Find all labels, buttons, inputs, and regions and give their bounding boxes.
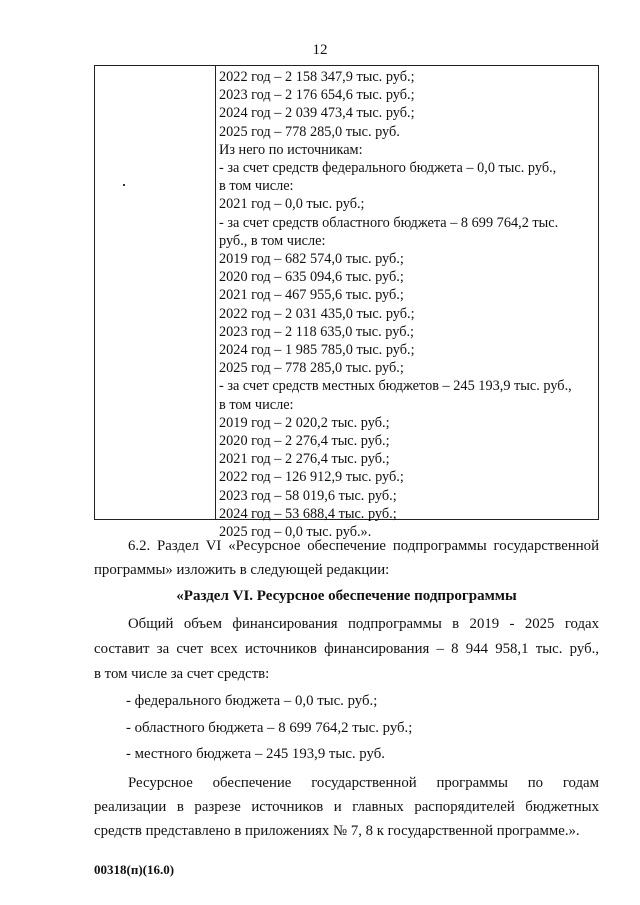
table-line: руб., в том числе: [219,232,326,249]
source-regional: - областного бюджета – 8 699 764,2 тыс. руб.; [126,720,413,736]
table-line: - за счет средств областного бюджета – 8 699 764,2 тыс. [219,214,559,231]
resource-line-1: Ресурсное обеспечение государственной программы по годам [128,775,599,791]
table-line: 2022 год – 2 031 435,0 тыс. руб.; [219,305,415,322]
table-line: в том числе: [219,178,294,195]
table-line: 2025 год – 778 285,0 тыс. руб.; [219,360,404,377]
table-line: 2019 год – 2 020,2 тыс. руб.; [219,414,390,431]
table-line: - за счет средств местных бюджетов – 245 193,9 тыс. руб., [219,378,572,395]
section-heading: «Раздел VI. Ресурсное обеспечение подпрограммы [176,588,517,604]
table-line: 2022 год – 2 158 347,9 тыс. руб.; [219,69,415,85]
funding-table [94,65,599,541]
table-line: 2023 год – 2 176 654,6 тыс. руб.; [219,87,415,104]
scan-speck [123,184,125,186]
table-line: - за счет средств федерального бюджета – 0,0 тыс. руб., [219,160,557,177]
section-change-line-1: 6.2. Раздел VI «Ресурсное обеспечение подпрограммы государственной [128,538,599,554]
table-line: Из него по источникам: [219,141,363,158]
financing-line-3: в том числе за счет средств: [94,666,270,682]
table-line: 2023 год – 58 019,6 тыс. руб.; [219,487,397,504]
page-number: 12 [312,42,328,58]
financing-line-2: составит за счет всех источников финансирования – 8 944 958,1 тыс. руб., [94,641,599,657]
section-change-line-2: программы» изложить в следующей редакции: [94,562,390,578]
table-line: 2025 год – 778 285,0 тыс. руб. [219,123,400,140]
source-local: - местного бюджета – 245 193,9 тыс. руб. [126,746,385,762]
table-line: 2024 год – 2 039 473,4 тыс. руб.; [219,105,415,122]
table-line: 2021 год – 2 276,4 тыс. руб.; [219,451,390,468]
resource-line-3: средств представлено в приложениях № 7, 8 к государственной программе.». [94,823,580,839]
table-text-cell [219,68,597,541]
table-line: 2022 год – 126 912,9 тыс. руб.; [219,469,404,486]
table-line: 2024 год – 53 688,4 тыс. руб.; [219,505,397,522]
table-line: 2024 год – 1 985 785,0 тыс. руб.; [219,342,415,359]
table-column-divider [215,66,216,519]
table-line: 2020 год – 2 276,4 тыс. руб.; [219,433,390,450]
financing-line-1: Общий объем финансирования подпрограммы в 2019 - 2025 годах [128,616,599,632]
table-line: 2021 год – 0,0 тыс. руб.; [219,196,365,213]
table-line: 2025 год – 0,0 тыс. руб.». [219,524,372,541]
resource-line-2: реализации в разрезе источников и главных распорядителей бюджетных [94,799,599,815]
table-line: 2023 год – 2 118 635,0 тыс. руб.; [219,323,415,340]
document-code: 00318(п)(16.0) [94,862,175,877]
table-line: 2021 год – 467 955,6 тыс. руб.; [219,287,404,304]
table-line: в том числе: [219,396,294,413]
source-federal: - федерального бюджета – 0,0 тыс. руб.; [126,693,378,709]
table-line: 2020 год – 635 094,6 тыс. руб.; [219,269,404,286]
table-line: 2019 год – 682 574,0 тыс. руб.; [219,251,404,268]
